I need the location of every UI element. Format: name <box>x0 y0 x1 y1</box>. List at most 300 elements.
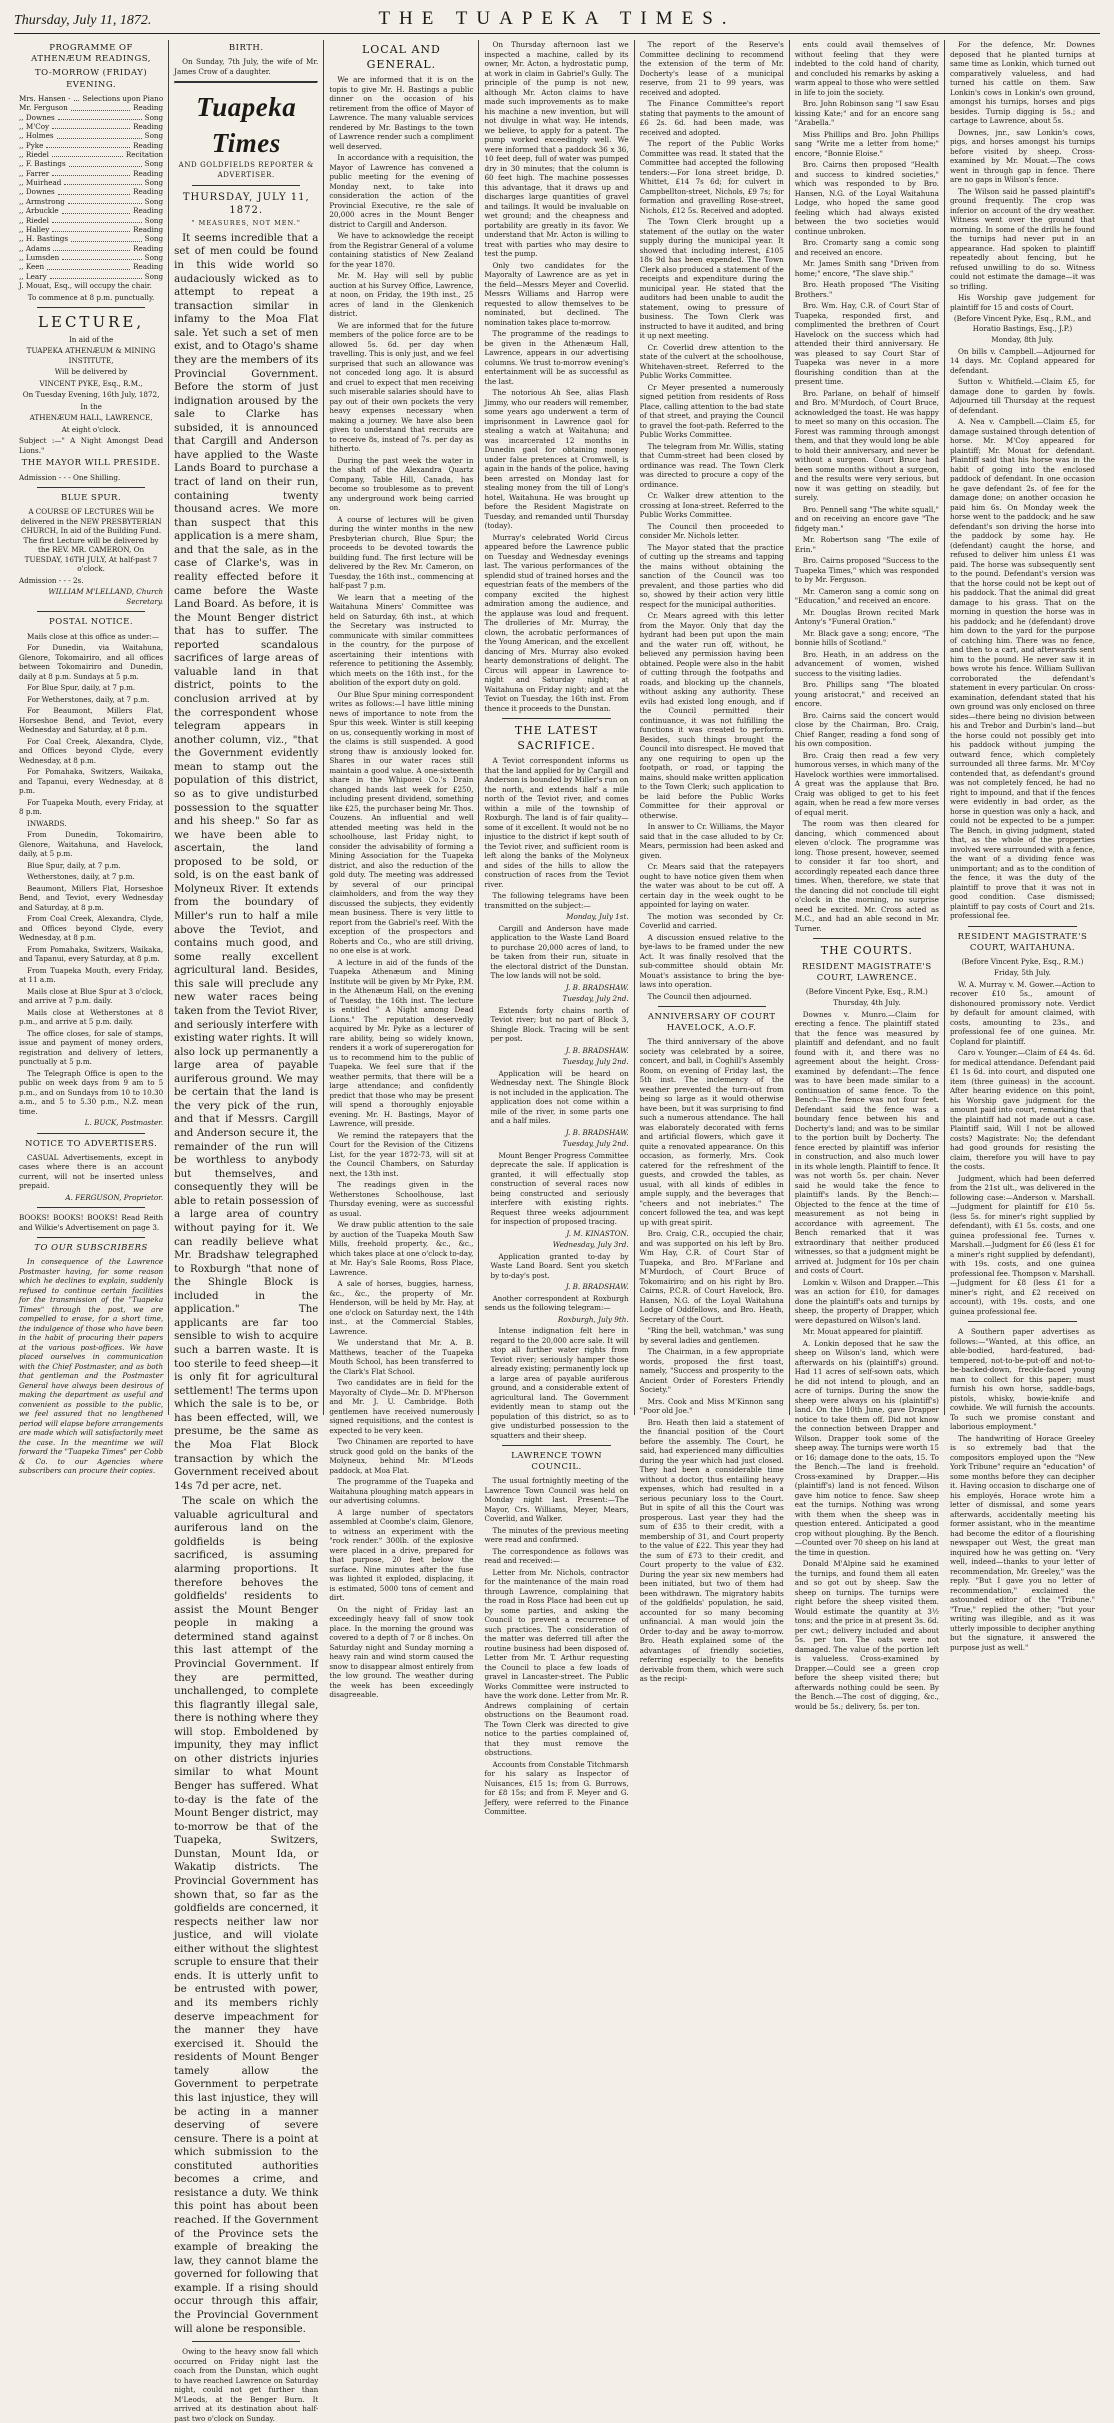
paper-title: THE TUAPEKA TIMES. <box>378 8 736 29</box>
court-case: Judgment, which had been deferred from the 21st ult., was delivered in the following case:—Anderson v. Marshall.—Judgment for plaintiff for £10 5s. (less 5s. for miner's right supplied by defendant), with £1 5s. costs, and one guinea professional fee. Turnes v. Marshall.—Judgment for £6 (less £1 for a miner's right supplied by defendant), with 19s. costs, and one guinea professional fee. Thompson v. Marshall.—Judgment for £8 (less £1 for a miner's right, and £2 received on account), with 19s. costs, and one guinea professional fee. <box>949 1173 1095 1316</box>
dot-leader <box>52 216 142 223</box>
programme-list <box>19 94 163 281</box>
programme-heading: PROGRAMME OF ATHENÆUM READINGS, <box>31 43 151 65</box>
performance: Song <box>144 196 164 206</box>
sacrifice-paragraph: The following telegrams have been transmitted on the subject:— <box>484 891 629 910</box>
postal-line: For Coal Creek, Alexandra, Clyde, and Offices beyond Clyde, every Wednesday, at 8 p.m. <box>19 736 164 765</box>
anniversary-paragraph: Mr. Black gave a song; encore, "The bonnie hills of Scotland." <box>794 628 939 647</box>
anniversary-paragraph: Bro. Wm. Hay, C.R. of Court Star of Tuapeka, responded first, and complimented the brethren of Court Havelock on the success which had attended their third anniversary. He was pleased to say Court Star of Tuapeka was never in a more flourishing condition than at the present time. <box>794 301 939 386</box>
news-paragraph: The programme of the Tuapeka and Waitahuna ploughing match appears in our advertising columns. <box>329 1477 474 1506</box>
dot-leader <box>53 244 130 251</box>
leader-date: THURSDAY, JULY 11, 1872. <box>182 191 310 217</box>
divider <box>813 938 921 939</box>
council-paragraph: Cr. Coverlid drew attention to the state of the culvert at the schoolhouse, Whitehaven-street. Referred to the Public Works Committee. <box>639 342 784 380</box>
divider <box>192 185 300 186</box>
performer: ,, Pyke <box>19 140 44 150</box>
anniversary-paragraph: Mr. Robertson sang "The exile of Erin." <box>794 535 939 554</box>
lecture-line: At eight o'clock. <box>61 424 121 434</box>
news-paragraph: We are informed that for the future members of the police force are to be allowed 5s. 6d. per day when travelling. This is only just, and we feel surprised that such an allowance was not conceded long ago. It is absurd and cruel to expect that men receiving such miserable salaries should have to pay out of their own pockets the very heavy expenses necessary when making a journey. We have also been given to understand that recruits are to receive 8s, instead of 7s. per day as hitherto. <box>329 320 474 454</box>
lecture-line: TUAPEKA ATHENÆUM & MINING INSTITUTE, <box>26 346 156 365</box>
programme-row <box>19 94 163 103</box>
news-paragraph: A lecture in aid of the funds of the Tuapeka Athenæum and Mining Institute will be given by Mr Pyke, P.M. in the Athenæum Hall, on the evening of Tuesday, the 16th inst. The lecture is entitled " A Night among Dead Lions." The reputation deservedly acquired by Mr. Pyke as a lecturer of rare ability, being so widely known, renders it a work of supererogation for us to recommend him to the public of Tuapeka. We feel sure that if the weather permits, that there will be a large attendance; and confidently predict that those who may be present will spend a thoroughly enjoyable evening. Mr. H. Bastings, Mayor of Lawrence, will preside. <box>329 957 474 1129</box>
anniversary-paragraph: "Ring the bell, watchman," was sung by several ladies and gentlemen. <box>639 1326 784 1345</box>
lecture-line: Will be delivered by <box>54 367 128 377</box>
performance: Reading <box>133 121 164 131</box>
rmc-before: (Before Vincent Pyke, Esq., R.M.) <box>805 986 928 996</box>
anniversary-paragraph: Bro. Cromarty sang a comic song and received an encore. <box>794 238 939 257</box>
performer: Mr. Ferguson <box>19 103 68 113</box>
council-list <box>484 1476 628 1817</box>
programme-row <box>19 262 163 271</box>
anniversary-paragraph: Bro. Pennell sang "The white squall," and on receiving an encore gave "The fidgety man." <box>794 504 939 533</box>
performance: Song <box>144 131 164 141</box>
advert-heading: NOTICE TO ADVERTISERS. <box>24 1138 158 1149</box>
divider <box>502 1445 610 1446</box>
news-paragraph: Murray's celebrated World Circus appeared before the Lawrence public on Tuesday and Wednesday evenings last. The various performances of the splendid stud of trained horses and the equestrian feats of the members of the company excited the highest admiration among the audience, and the applause was loud and frequent. The drolleries of Mr. Murray, the clown, the acrobatic performances of the Young American, and the excellent dancing of Mrs. Murray also evoked hearty demonstrations of delight. The Circus will appear in Lawrence to-night and Saturday night; at Waitahuna on Friday night; and at the Teviot on Tuesday, the 16th inst. From thence it proceeds to the Dunstan. <box>484 532 629 713</box>
dot-leader <box>52 122 130 129</box>
council-paragraph: The Mayor stated that the practice of cutting up the streams and tapping the mains without obtaining the sanction of the Council was too prevalent, and those parties who did so, showed by their action very little respect for the municipal authorities. <box>639 542 784 609</box>
anniversary-paragraph: The Chairman, in a few appropriate words, proposed the first toast, namely, "Success and prosperity to the Ancient Order of Foresters Friendly Society." <box>639 1347 784 1395</box>
council-paragraph: The report of the Reserve's Committee declining to recommend the extension of the term of Mr. Docherty's lease of a municipal reserve, from 21 to 99 years, was received and adopted. <box>639 40 784 97</box>
column-1 <box>14 40 169 1476</box>
dot-leader <box>52 150 123 157</box>
programme-subheading: TO-MORROW (FRIDAY) EVENING. <box>34 68 148 90</box>
council-paragraph: The correspondence as follows was read and received:— <box>484 1546 629 1566</box>
telegram-sig: J. B. BRADSHAW. <box>565 1045 629 1055</box>
court-case: A. Lonkin deposed that he saw the sheep on Wilson's land, which were afterwards on his (plaintiff's) ground. Had 11 acres of self-sown oats, which he did not intend to plough, and an acre of turnips. During the snow the sheep were always on his (plaintiff's) land. On the 10th June, gave Drapper notice to take them off. Did not know the connection between Drapper and Wilson. Drapper took some of the sheep away. The turnips were worth 15 or 16; damage done to the oats, 15. To the Bench.—The land is freehold. Cross-examined by Drapper.—His (plaintiff's) land is not fenced. Wilson gave him notice to fence. Saw sheep eat the turnips. Nothing was wrong with them when the sheep was in question entered. Anticipated a good crop without ploughing. By the Bench.—Counted over 70 sheep on his land at the time in question. <box>794 1338 939 1557</box>
court-case: A. Nea v. Campbell.—Claim £5, for damage sustained through detention of horse. Mr. M'Coy appeared for plaintiff; Mr. Mouat for defendant. Plaintiff said that his horse was in the habit of going into the enclosed paddock of defendant. In one occasion he gave defendant 2s. of fee for the damage done; on another occasion he paid him 6s. On Monday week the horse went to the paddock; and he saw defendant's son driving the horse into the paddock by some hay. He (defendant) caught the horse, and refused to deliver him unless £1 was paid. The horse was subsequently sent to the pound. Defendant's version was that the horse could not be kept out of his paddock. That the animal did great damage to his grass. That on the morning in question the horse was in his paddock; and he (defendant) drove him down to the yard for the purpose of catching him. There was no fence, and then to a cart, and afterwards sent him to the pound. He never saw it in bows wrote his fence. William Sullivan corroborated the defendant's statement in every particular. On cross-examination, defendant stated that his own ground was only enclosed on three sides—there being no division between his and Trebor and Durbin's land—but the horse could not possibly get into his paddock without jumping the outward fence, which completely surrounded all three farms. Mr. M'Coy contended that, as defendant's ground was not completely fenced, he had no right to impound, and that if the fences were evidently in bad order, as the horse in question was only a hack, and could not be expected to be a jumper. The Bench, in giving judgment, stated that, as the whole of the properties involved were surrounded with a fence, the want of a dividing fence was unimportant; and as to the condition of the fence, it was the duty of the plaintiff to prove that it was not in good condition. Case dismissed; plaintiff to pay costs of Court and 21s. professional fee. <box>949 417 1095 920</box>
council-paragraph: Accounts from Constable Titchmarsh for his salary as Inspector of Nuisances, £15 1s; from G. Burrows, for £8 15s; and from F. Meyer and G. Jeffery, were referred to the Finance Committee. <box>484 1759 629 1817</box>
postal-line: For Blue Spur, daily, at 7 p.m. <box>27 683 136 693</box>
divider <box>968 1321 1077 1322</box>
telegram-sig: J. M. KINASTON. <box>566 1228 629 1238</box>
rmc-list <box>795 1010 939 1712</box>
lecture-subject: Subject :—" A Night Amongst Dead Lions." <box>19 436 164 455</box>
performance: Selections upon Piano <box>82 93 164 103</box>
lecture-line: On Tuesday Evening, 16th July, 1872, <box>22 390 160 400</box>
council-paragraph: Cr. Walker drew attention to the crossing at Iona-street. Referred to the Public Works Committee. <box>639 491 784 519</box>
council-paragraph: Letter from Mr. Nichols, contractor for the maintenance of the main road through Lawrence, complaining that the road in Ross Place had been cut up by some parties, and asking the Council to prevent a recurrence of such practices. The consideration of the matter was deferred till after the routine business had been disposed of. Letter from Mr. T. Arthur requesting the Council to place a few loads of gravel in Lancaster-street. The Public Works Committee were instructed to have the work done. Letter from Mr. R. Andrews complaining of certain obstructions on the Beaumont road. The Town Clerk was directed to give notice to the parties complained of, that they must remove the obstructions. <box>484 1567 629 1758</box>
divider <box>502 718 610 719</box>
court-case: The Wilson said he passed plaintiff's ground frequently. The crop was inferior on account of the dry weather. Witness went over the ground that morning. In some of the drills he found the turnips had never put in an appearance. Had spoken to plaintiff repeatedly about fencing, but he refused unwilling to do so. Witness could not estimate the damage—it was so trifling. <box>949 186 1095 291</box>
dot-leader <box>57 131 142 138</box>
court-case: Donald M'Alpine said he examined the turnips, and found them all eaten and so got out by sheep. Saw the sheep on turnips. The turnips were right before the sheep visited them. Would estimate the quantity at 3½ tons; and the price in at present 3s. 6d. per cwt.; delivery included and about 5s. per ton. The oats were not damaged. The value of the portion left is valueless. Cross-examined by Drapper.—Could see a green crop before the sheep visited there; but afterwards nothing could be seen. By the Bench.—The cost of digging, &c., would be 5s.; delivery, 5s. per ton. <box>794 1559 939 1711</box>
sacrifice-list <box>484 756 628 910</box>
waitahuna-before: (Before Vincent Pyke, Esq., R.M.) <box>961 956 1084 966</box>
programme-row <box>19 159 163 168</box>
postal-line: Mails close at this office as under:— <box>27 631 160 641</box>
dot-leader <box>71 103 130 110</box>
news-paragraph: A large number of spectators assembled at Coombe's claim, Glenore, to witness an experiment with the "rock render." 300lb. of the explosive were placed in a drive, prepared for that purpose, 20 feet below the surface. Nine minutes after the fuse was lighted it exploded, displacing, it is estimated, 5000 tons of cement and dirt. <box>329 1507 474 1603</box>
lecture-heading: LECTURE, <box>38 313 145 332</box>
news-paragraph: The programme of the readings to be given in the Athenæum Hall, Lawrence, appears in our advertising columns. We trust to-morrow evening's entertainment will be as successful as the last. <box>484 329 629 386</box>
postal-line: INWARDS. <box>27 818 67 828</box>
anniversary-paragraph: Mrs. Cook and Miss M'Kinnon sang "Poor old Joe." <box>639 1396 784 1416</box>
anniversary-list <box>640 1037 784 1684</box>
court-case: Caro v. Younger.—Claim of £4 4s. 6d. for medical attendance. Defendant paid £1 1s 6d. into court, and disputed one item (three guineas) in the account. After hearing evidence on this point, his Worship gave judgment for the amount paid into court, remarking that the plaintiff had not made out a case. Plaintiff said, Will I not be allowed costs? Magistrate: No; the defendant had good grounds for resisting the claim, therefore you will have to pay the costs. <box>949 1048 1095 1172</box>
performance: Recitation <box>125 150 164 160</box>
programme-row <box>19 187 163 196</box>
telegram-sig: J. B. BRADSHAW. <box>565 982 629 992</box>
postal-line: From Pomahaka, Switzers, Waikaka, and Tapanui, every Saturday, at 8 p.m. <box>19 944 164 964</box>
dot-leader <box>64 178 141 185</box>
lecture-admission: Admission - - - One Shilling. <box>19 472 121 482</box>
telegram-date: Monday, July 1st. <box>566 912 629 922</box>
telegram-date: Wednesday, July 3rd. <box>552 1240 629 1250</box>
anniversary-paragraph: Bro. Heath then laid a statement of the financial position of the Court before the assembly. The Court, he said, had experienced many difficulties during the year which had just closed. They had been a considerable time without a doctor, thus entailing heavy expenses, which had resulted in a serious pecuniary loss to the Court. But in spite of all this the Court was prosperous. Last year they had the sum of £35 to their credit, with a membership of 31, and Court property to the value of £22. This year they had the sum of £73 to their credit, and Court property to the value of £32. During the year six new members had been initiated, but two of them had been withdrawn. The migratory habits of the goldfields' population, he said, accounted for so many becoming unfinancial. A man would join the Order to-day and be away to-morrow. Bro. Heath explained some of the advantages of friendly societies, referring especially to the benefits derivable from them, which were such as the recipi- <box>639 1417 784 1684</box>
programme-row <box>19 253 163 262</box>
column-4 <box>479 40 634 1817</box>
course-admission: Admission - - - 2s. <box>19 575 84 585</box>
news-paragraph: Two Chinamen are reported to have struck good gold on the banks of the Molyneux, behind Mr. M'Leods paddock, at Moa Flat. <box>329 1437 474 1475</box>
masthead <box>14 8 1100 34</box>
columns <box>14 40 1100 2423</box>
advert-signature: A. FERGUSON, Proprietor. <box>65 1192 164 1202</box>
leader-paragraph: It seems incredible that a set of men could be found in this wide world so audaciously wicked as to attempt to repeat a transaction similar in infamy to the Moa Flat sale. Yet such a set of men exist, and to Otago's shame they are the members of its Provincial Government. Before the storm of just indignation aroused by the sale to Clarke has subsided, it is announced that Cargill and Anderson have applied to the Waste Lands Board to purchase a tract of land on their run, containing twenty thousand acres. We more than suspect that this application is a mere sham, and that the sale, as in the case of Clarke's, was in reality effected before it came before the Waste Land Board. As before, it is the Mount Benger district that has to suffer. The reported scandalous sacrifices of large areas of valuable land in that district, points to the conclusion arrived at by the correspondent whose telegram appears in another column, viz., "that the Government evidently mean to stamp out the population of this district, so as to give undisturbed possession to the squatter and his sheep." So far as we have been able to ascertain, the land proposed to be sold, or sold, is on the east bank of Molyneux River. It extends from the boundary of Miller's run to half a mile above the Teviot, and contains much good, and some really excellent agricultural land. Besides, this sale will preclude any new water races being taken from the Teviot River, and seriously interfere with existing water rights. It will also lock up permanently a large area of payable auriferous ground. We may be certain that the land is the very pick of the run, and that if Messrs. Cargill and Anderson secure it, the remainder of the run will be worthless to anybody but themselves, and consequently they will be able to retain possession of a large area of country without paying for it. We can readily believe what Mr. Bradshaw telegraphed to Roxburgh "that none of the Shingle Block is included in the application." The applicants are far too sensible to wish to acquire such a barren waste. It is too sterile to feed sheep—it is only fit for agricultural settlement! The terms upon which the sale is to be, or has been effected, will, we presume, be the same as the Moa Flat Block transaction by which the Government received about 14s 7d per acre, net. <box>174 232 319 1492</box>
court-case: On bills v. Campbell.—Adjourned for 14 days. Mr. Copland appeared for defendant. <box>949 346 1095 375</box>
miscellany-paragraph: A Southern paper advertises as follows:—"Wanted, at this office, an able-bodied, hard-featured, bad-tempered, not-to-be-put-off and not-to-be-backed-down, freckle-faced young man to collect for this paper; must furnish his own horse, saddle-bags, pistols, whisky, bowie-knife and cowhide. We will furnish the accounts. To such we promise constant and laborious employment." <box>949 1327 1095 1432</box>
news-paragraph: We remind the ratepayers that the Court for the Revision of the Citizens List, for the year 1872-73, will sit at the Council Chambers, on Saturday next, the 13th inst. <box>329 1130 474 1178</box>
programme-row <box>19 103 163 112</box>
programme-row <box>19 150 163 159</box>
anniversary-paragraph: Mr. Douglas Brown recited Mark Antony's "Funeral Oration." <box>794 607 939 626</box>
waitahuna-list <box>950 980 1095 1317</box>
news-list <box>484 40 628 713</box>
postal-line: For Dunedin, via Waitahuna, Glenore, Tokomairiro, and all offices between Tokomairiro and Dunedin, daily at 8 p.m. Sundays at 5 p.m. <box>19 643 164 681</box>
court-list-2 <box>950 347 1095 921</box>
subplate: AND GOLDFIELDS REPORTER & ADVERTISER. <box>178 161 314 179</box>
programme-row <box>19 225 163 234</box>
performer: ,, Farrer <box>19 168 50 178</box>
roxburgh-intro: Another correspondent at Roxburgh sends us the following telegram:— <box>484 1293 629 1313</box>
postal-line: Mails close at Wetherstones at 8 p.m., and arrive at 5 p.m. daily. <box>19 1007 164 1027</box>
postal-line: Mails close at Blue Spur at 3 o'clock, and arrive at 7 p.m. daily. <box>19 986 164 1006</box>
performer: ,, H. Bastings <box>19 234 69 244</box>
performer: ,, Adams <box>19 243 51 253</box>
court-case: Downes v. Munro.—Claim for erecting a fence. The plaintiff stated that the fence was measured by plaintiff and defendant, and no fault found with it, and there was no agreement about the height. Cross-examined by defendant:—The fence was to have been made similar to a continuation of same fence. To the Bench:—The fence was not four feet. Defendant said the fence was a boundary fence between his and Docherty's land; and was to be similar to the portion built by Docherty. The fence erected by plaintiff was inferior in construction, and also much lower in its whole length. Plaintiff to fence. It was not worth 5s. per chain. Never said he would take the fence to plaintiff's lands. By the Bench:—Objected to the fence at the time of measurement as not being in accordance with agreement. The Bench remarked that it was extraordinary that neither produced witnesses, so that a judgment might be arrived at. Judgment for 10s per chain and costs of Court. <box>794 1009 939 1276</box>
sacrifice-paragraph: A Teviot correspondent informs us that the land applied for by Cargill and Anderson is bounded by Miller's run on the north, and extends half a mile north of the Teviot river, and comes within a mile of the township of Roxburgh. The land is of fair quality—some of it excellent. It would not be no injustice to the district if kept south of the Teviot river, and sufficient room is left along the banks of the Molyneux and sides of the hills to allow the construction of races from the Teviot river. <box>484 756 629 889</box>
performance: Song <box>144 178 164 188</box>
performer: ,, Keen <box>19 262 45 272</box>
telegram-body: Application granted to-day by Waste Land Board. Sent you sketch by to-day's post. <box>490 1251 629 1280</box>
postal-line: For Wetherstones, daily, at 7 p.m. <box>27 694 150 704</box>
divider <box>37 1133 145 1134</box>
roxburgh-date: Roxburgh, July 9th. <box>557 1314 629 1324</box>
lecture-line: VINCENT PYKE, Esq., R.M., <box>39 378 143 388</box>
dot-leader <box>58 113 142 120</box>
performer: ,, M'Coy <box>19 121 50 131</box>
postal-heading: POSTAL NOTICE. <box>49 617 134 628</box>
dot-leader <box>74 94 80 101</box>
performer: ,, Downes <box>19 187 55 197</box>
court-case: His Worship gave judgement for plaintiff for 15 and costs of Court. <box>949 293 1095 312</box>
performer: ,, Halley <box>19 224 50 234</box>
closing-text: Owing to the heavy snow fall which occurred on Friday night last the coach from the Dunstan, which ought to have reached Lawrence on Saturday night, could not get further than M'Leods, at the Benger Burn. It arrived at its destination about half-past two o'clock on Sunday. <box>174 2347 319 2423</box>
bluespur-heading: BLUE SPUR. <box>61 493 122 504</box>
telegram-body: Application will be heard on Wednesday next. The Shingle Block is not included in the application. The application does not come within a mile of the river, in some parts one and a half miles. <box>490 1068 629 1126</box>
books-text: BOOKS! BOOKS! BOOKS! Read Reith and Wilkie's Advertisement on page 3. <box>19 1213 164 1232</box>
council-paragraph: Cr. Mears said that the ratepayers ought to have notice given them when the water was about to be cut off. A certain day in the week ought to be appointed for laying on water. <box>639 862 784 909</box>
telegram-sig: J. B. BRADSHAW. <box>565 1127 629 1137</box>
performance: Reading <box>133 140 164 150</box>
divider <box>37 611 145 612</box>
programme-row <box>19 234 163 243</box>
advert-text: CASUAL Advertisements, except in cases where there is an account current, will not be inserted unless prepaid. <box>19 1152 164 1191</box>
performer: ,, Downes <box>19 112 55 122</box>
performance: Reading <box>133 243 164 253</box>
divider <box>658 1006 766 1007</box>
postal-line: From Tuapeka Mouth, every Friday, at 11 a.m. <box>19 965 164 985</box>
divider <box>192 2341 300 2342</box>
anniversary-paragraph: Bro. Heath, in an address on the advancement of women, wished success to the visiting ladies. <box>794 649 939 678</box>
postal-line: Wetherstones, daily, at 7 p.m. <box>27 872 135 882</box>
court-case: For the defence, Mr. Downes deposed that he planted turnips at same time as Lonkin, which turned out comparatively valueless, and had turned his cattle on them. Saw Lonkin's cows in Lonkin's own ground, amongst his turnips, horses and pigs besides. Turnip digging is 5s.; and cartage to Lawrence, about 5s. <box>949 40 1095 125</box>
anniversary-paragraph: Bro. Cairns proposed "Success to the Tuapeka Times," which was responded to by Mr. Ferguson. <box>794 556 939 584</box>
dot-leader <box>50 272 142 279</box>
subscribers-text: In consequence of the Lawrence Postmaster having, for some reason which he declines to explain, suddenly refused to continue certain facilities for the transmission of the "Tuapeka Times" through the post, we are compelled to erase, for a short time, the indulgence of those who have been in the habit of procuring their papers at the various post-offices. We have placed ourselves in communication with the Chief Postmaster, and as both that gentleman and the Postmaster General have always been desirous of making the department as useful and convenient as possible to the public, we feel assured that no lengthened period will elapse before arrangements are made which will satisfactorily meet the case. In the meantime we will forward the "Tuapeka Times" per Cobb & Co. to our Agencies where subscribers can procure their copies. <box>19 1257 164 1476</box>
postal-line: For Beaumont, Millers Flat, Horseshoe Bend, and Teviot, every Wednesday and Saturday, at 8 p.m. <box>19 706 164 735</box>
council-paragraph: A discussion ensued relative to the bye-laws to be framed under the new Act. It was finally resolved that the sub-committee should obtain Mr. Mouat's assistance to bring the bye-laws into operation. <box>639 932 784 989</box>
performer: Mrs. Hansen - <box>19 93 71 103</box>
performance: Song <box>144 159 164 169</box>
performance: Song <box>144 271 164 281</box>
performance: Reading <box>133 224 164 234</box>
performer: ,, Arbuckle <box>19 206 59 216</box>
dot-leader <box>58 187 130 194</box>
news-paragraph: Only two candidates for the Mayoralty of Lawrence are as yet in the field—Messrs Meyer and Coverlid. Messrs Williams and Harrop were requested to allow themselves to be nominated, but declined. The nomination takes place to-morrow. <box>484 260 629 327</box>
postal-line: From Dunedin, Tokomairiro, Glenore, Waitahuna, and Havelock, daily, at 5 p.m. <box>19 830 164 859</box>
waitahuna-heading: RESIDENT MAGISTRATE'S COURT, WAITAHUNA. <box>957 931 1088 953</box>
court-case: Downes, jnr., saw Lonkin's cows, pigs, and horses amongst his turnips before visited by sheep. Cross-examined by Mr. Mouat.—The cows went in through gap in fence. There are no gaps in Wilson's fence. <box>949 127 1095 184</box>
council-paragraph: The Council then proceeded to consider Mr. Nichols letter. <box>639 521 784 540</box>
rmc-date: Thursday, 4th July. <box>833 998 901 1008</box>
programme-row <box>19 206 163 215</box>
anniversary-paragraph: Miss Phillips and Bro. John Phillips sang "Write me a letter from home;" encore, "Bonnie Eloise." <box>794 129 939 158</box>
performance: Reading <box>133 206 164 216</box>
anniversary-paragraph: ents could avail themselves of without feeling that they were indebted to the cold hand of charity, and concluded his remarks by asking a warm appeal to those who were settled in life to join the society. <box>794 40 939 97</box>
programme-row <box>19 122 163 131</box>
performer: ,, Armstrong <box>19 196 65 206</box>
news-paragraph: The readings given in the Wetherstones Schoolhouse, last Thursday evening, were as successful as usual. <box>329 1180 474 1218</box>
dot-leader <box>68 197 142 204</box>
divider <box>37 1207 145 1208</box>
roxburgh-body: Intense indignation felt here in regard to the 20,000 acre sale. It will stop all further water rights from Teviot river; seriously hamper those already existing; permanently lock up a large area of payable auriferous ground, and a considerable extent of agricultural land. The Government evidently mean to stamp out the population of this district, so as to give undisturbed possession to the squatters and their sheep. <box>490 1326 629 1440</box>
anniversary-paragraph: Bro. Craig then read a few very humorous verses, in which many of the Havelock worthies were immortalised. A great was the applause that Bro. Craig was obliged to get to his feet again, when he read a few more verses of equal merit. <box>794 750 939 817</box>
courts-continued <box>950 40 1095 312</box>
column-2 <box>169 40 324 2423</box>
news-paragraph: A sale of horses, buggies, harness, &c., &c., the property of Mr. Henderson, will be held by Mr. Hay, at one o'clock on Saturday next, the 14th inst., at the Commercial Stables, Lawrence. <box>329 1279 474 1336</box>
postal-line: The Telegraph Office is open to the public on week days from 9 am to 5 p.m., and on Sundays from 10 to 10.30 a.m., and 5 to 5.30 p.m., N.Z. mean time. <box>19 1068 164 1116</box>
lecture-line: In aid of the <box>68 334 114 344</box>
council-paragraph: In answer to Cr. Williams, the Mayor said that in the case alluded to by Cr. Mears, permission had been asked and given. <box>639 822 784 860</box>
column-3 <box>324 40 479 1700</box>
divider <box>174 81 318 84</box>
sacrifice-heading: THE LATEST SACRIFICE. <box>514 724 599 752</box>
council-paragraph: Cr Meyer presented a numerously signed petition from residents of Ross Place, calling attention to the bad state of that street, and praying the Council to gravel the foot-path. Referred to the Public Works Committee. <box>639 382 784 439</box>
news-paragraph: Two candidates are in field for the Mayoralty of Clyde—Mr. D. M'Pherson and Mr. J. U. Cambridge. Both gentlemen have received numerously signed requisitions, and the contest is expected to be very keen. <box>329 1378 474 1435</box>
anniversary-paragraph: Mr. Cameron sang a comic song on "Education," and received an encore. <box>794 586 939 605</box>
lecture-lines <box>19 335 163 435</box>
lecture-mayor: THE MAYOR WILL PRESIDE. <box>21 458 161 469</box>
postal-line: From Coal Creek, Alexandra, Clyde, and Offices beyond Clyde, every Wednesday, at 8 p.m. <box>19 914 164 943</box>
programme-time: To commence at 8 p.m. punctually. <box>27 292 155 302</box>
divider <box>968 926 1077 927</box>
anniversary-paragraph: Bro. Craig, C.R., occupied the chair, and was supported on his left by Bro. Wm Hay, C.R. of Court Star of Tuapeka, and Bro. M'Farlane and M'Murdoch, of Court Bruce of Tokomairiro; and on his right by Bro. Cairns, P.C.R. of Court Havelock, Bro. Hansen, N.G. of the Loyal Waitahuna Lodge of Oddfellows, and Bro. Heath, Secretary of the Court. <box>639 1229 784 1324</box>
motto: " MEASURES, NOT MEN." <box>191 219 301 228</box>
court-case: Lomkin v. Wilson and Drapper.—This was an action for £10, for damages done the plaintiff's oats and turnips by sheep, the property of Drapper, which were depastured on Wilson's land. <box>794 1277 939 1325</box>
performance: Song <box>144 112 164 122</box>
divider <box>37 307 145 308</box>
dot-leader <box>52 225 130 232</box>
dot-leader <box>62 206 130 213</box>
course-text: A COURSE OF LECTURES Will be delivered in the NEW PRESBYTERIAN CHURCH, In aid of the Building Fund. The first Lecture will be delivered by the REV. MR. CAMERON, On TUESDAY, 16TH JULY, At half-past 7 o'clock. <box>20 507 162 574</box>
programme-row <box>19 131 163 140</box>
performance: Song <box>144 234 164 244</box>
leader-article <box>174 232 318 2336</box>
divider <box>37 1237 145 1238</box>
telegram-date: Tuesday, July 2nd. <box>562 994 629 1004</box>
dot-leader <box>62 253 141 260</box>
anniversary-paragraph: Bro. Cairns then proposed "Health and success to kindred societies," which was responded to by Bro. Hansen, N.G. of the Loyal Waitahuna Lodge, who hoped the same good feeling which had always existed between the two societies would continue unbroken. <box>794 160 939 236</box>
anniversary-paragraph: Mr. James Smith sang "Driven from home;" encore, "The slave ship." <box>794 259 939 278</box>
courts-heading: THE COURTS. <box>820 944 913 957</box>
council-paragraph: Cr. Mears agreed with this letter from the Mayor. Only that day the hydrant had been put upon the main and the water run off, without, he believed any permission having been obtained. People were also in the habit of cutting through the footpaths and roads, and blocking up the channels, without asking any authority. These evils had existed long enough, and if the Council permitted their continuance, it was not fulfilling the functions it was created to perform. Besides, such things brought the Council into disrespect. He moved that any one requiring to open up the footpath, or road, or tapping the mains, should make written application to the Town Clerk; such application to be laid before the Public Works Committee for their approval or otherwise. <box>639 611 784 820</box>
news-paragraph: In accordance with a requisition, the Mayor of Lawrence has convened a public meeting for the evening of Monday next, to take into consideration the action of the Provincial Executive, re the sale of 20,000 acres in the Mount Benger district to Cargill and Anderson. <box>329 153 474 229</box>
anniversary-paragraph: Bro. Parlane, on behalf of himself and Bro. M'Murdoch, of Court Bruce, acknowledged the toast. He was happy to meet so many on this occasion. The Forest was ramming through amongst them, and that they would long be able to hold their anniversary, and never be without a surgeon. Court Bruce had been some months without a surgeon, and the results were very serious, but now it was getting on steadily, but surely. <box>794 388 939 502</box>
postal-list <box>19 632 163 1117</box>
dot-leader <box>47 262 130 269</box>
council-paragraph: The motion was seconded by Cr. Coverlid and carried. <box>639 911 784 930</box>
issue-date: Thursday, July 11, 1872. <box>14 13 152 28</box>
local-general-list <box>329 75 473 1700</box>
telegram-body: Extends forty chains north of Teviot river; but no part of Block 3, Shingle Block. Tracing will be sent per post. <box>490 1005 629 1044</box>
programme-row <box>19 178 163 187</box>
news-paragraph: Our Blue Spur mining correspondent writes as follows:—I have little mining news of importance to note from the Spur this week. Winter is still keeping on us, consequently working in most of the claims is still suspended. A good strong thaw is anxiously looked for. Shares in our water races still maintain a good value. A one-sixteenth share in the Whiporei Co.'s Drain changed hands last week for £250, including present dividend, something like £25, the purchaser being Mr. Thos. Couzens. An influential and well attended meeting was held in the schoolhouse, last Friday night, to consider the advisability of forming a Mining Association for the Tuapeka district, and also the reduction of the gold duty. The meeting was addressed by several of our principal claimholders, and from the way they discussed the subjects, they evidently mean business. There is very little to report from the Gabriel's reef. With the exception of the prospectors and Roberts and Co., who are still driving, no one else is at work. <box>329 689 474 956</box>
news-paragraph: We have to acknowledge the receipt from the Registrar General of a volume containing statistics of New Zealand for the year 1870. <box>329 231 474 269</box>
birth-heading: BIRTH. <box>228 43 264 53</box>
dot-leader <box>71 234 142 241</box>
postal-line: For Tuapeka Mouth, every Friday, at 8 p.m. <box>19 797 164 817</box>
court-case: W. A. Murray v. M. Gower.—Action to recover £10 5s., amount of dishonoured promissory note. Verdict by default for amount claimed, with costs, amounting to 23s., and professional fee of one guinea. Mr. Copland for plaintiff. <box>949 979 1095 1046</box>
column-6 <box>790 40 945 1711</box>
programme-chair: J. Mouat, Esq., will occupy the chair. <box>19 281 152 291</box>
postal-line: For Pomahaka, Switzers, Waikaka, and Tapanui, every Wednesday, at 8 p.m. <box>19 767 164 796</box>
court-case: Mr. Mouat appeared for plaintiff. <box>802 1327 923 1337</box>
news-paragraph: We draw public attention to the sale by auction of the Tuapeka Mouth Saw Mills, freehold property, &c., &c., which takes place at one o'clock to-day, at Mr. Hay's Sale Rooms, Ross Place, Lawrence. <box>329 1220 474 1277</box>
council-paragraph: The minutes of the previous meeting were read and confirmed. <box>484 1525 629 1545</box>
court-before-2: (Before Vincent Pyke, Esq., R.M., and Horatio Bastings, Esq., J.P.) <box>953 314 1092 333</box>
anniversary-continued <box>795 40 939 933</box>
news-paragraph: We learn that a meeting of the Waitahuna Miners' Committee was held on Saturday, 6th inst., at which the Secretary was instructed to communicate with similar committees in the country, for the purpose of ascertaining their intentions with reference to petitioning the Assembly, which meets on the 16th inst., for the abolition of the export duty on gold. <box>329 592 474 688</box>
council-paragraph: The Finance Committee's report stating that payments to the amount of £6 2s. 6d. had been made, was received and adopted. <box>639 99 784 137</box>
anniversary-paragraph: The third anniversary of the above society was celebrated by a soiree, concert, and ball, in Coghill's Assembly Room, on evening of Friday last, the 5th inst. The inclemency of the weather prevented the turn-out from being so large as it would otherwise have been, but it was surprising to find such a numerous attendance. The hall was elaborately decorated with ferns and artificial flowers, which gave it quite a renovated appearance. On this occasion, as formerly, Mrs. Cook catered for the refreshment of the guests, and crowded the tables, as usual, with all kinds of edibles in ample supply, and the beverages that "cheers and not inebriates." The concert followed the tea, and was kept up with great spirit. <box>639 1037 784 1227</box>
performer: ,, Leary <box>19 271 47 281</box>
news-paragraph: On Thursday afternoon last we inspected a machine, called by its owner, Mr. Acton, a hydrostatic pump, at work in claim in Gabriel's Gully. The principle of the pump is not new, although Mr. Acton claims to have made such improvements as to make his machine a new invention, but will not divulge in what way. He intends, we believe, to apply for a patent. The pump worked exceedingly well. We were informed that a paddock 36 x 36, 10 feet deep, full of water was pumped dry in 30 minutes; that the column is 60 feet high. The machine possesses this advantage, that it draws up and discharges large quantities of gravel and tailings. It would be invaluable on wet ground; and the cheapness and portability are greatly in its favor. We understand that Mr. Acton is willing to treat with parties who may desire to test the pump. <box>484 40 629 258</box>
news-paragraph: On the night of Friday last an exceedingly heavy fall of snow took place. In the morning the ground was covered to a depth of 7 or 8 inches. On Saturday night and Sunday morning a heavy rain and wind storm caused the snow to disappear almost entirely from the low ground. The weather during the week has been exceedingly disagreeable. <box>329 1604 474 1700</box>
anniversary-paragraph: Bro. John Robinson sang "I saw Esau kissing Kate;" and for an encore sang "Arabella." <box>794 99 939 127</box>
telegram-body: Mount Benger Progress Committee deprecate the sale. If application is granted, it will effectually stop construction of several races now being constructed and seriously interfere with existing rights. Request three weeks adjournment for inspection of proposed tracing. <box>490 1150 629 1227</box>
anniversary-paragraph: The room was then cleared for dancing, which commenced about eleven o'clock. The programme was long. Those present, however, seemed to consider it far too short, and accordingly repeated each dance three times. When, therefore, we state that the dancing did not conclude till eight o'clock in the morning, no surprise need be excited. Mr. Cross acted as M.C., and had an able second in Mr. Turner. <box>794 819 939 933</box>
performer: ,, Riedel <box>19 150 49 160</box>
miscellany-paragraph: The handwriting of Horace Greeley is so extremely bad that the compositors employed upon the "New York Tribune" require an "education" of some months before they can decipher it. Having occasion to discharge one of his employés, Horace wrote him a letter of dismissal, and some years afterwards, accidentally meeting his former assistant, who in the meantime had become the editor of a flourishing newspaper out West, the great man inquired how he was getting on. "Very well, indeed—thanks to your letter of recommendation, Mr. Greeley," was the reply. "But I gave you no letter of recommendation," exclaimed the astounded editor of the "Tribune." "True," replied the other; "but your writing was illegible, and as it was utterly impossible to decipher anything but the signature, it answered the purpose just as well." <box>949 1433 1095 1652</box>
council-paragraph: The usual fortnightly meeting of the Lawrence Town Council was held on Monday night last. Present:—The Mayor, Crs. Williams, Meyer, Mears, Coverlid, and Walker. <box>484 1476 629 1524</box>
news-paragraph: A course of lectures will be given during the winter months in the new Presbyterian church, Blue Spur; the proceeds to be devoted towards the building fund. The first lecture will be delivered by the Rev. Mr. Cameron, on Tuesday, the 16th inst., commencing at half-past 7 p.m. <box>329 514 474 591</box>
postal-line: Blue Spur, daily, at 7 p.m. <box>27 860 121 870</box>
telegram-sig: J. B. BRADSHAW. <box>565 1282 629 1292</box>
dot-leader <box>69 159 142 166</box>
waitahuna-date: Friday, 5th July. <box>994 968 1051 978</box>
court-date-2: Monday, 8th July. <box>991 335 1054 344</box>
news-paragraph: During the past week the water in the shaft of the Alexandra Quartz Company, Table Hill, Canada, has become so troublesome as to prevent any underground work being carried on. <box>329 455 474 513</box>
column-5 <box>635 40 790 1684</box>
council-paragraph: The Council then adjourned. <box>647 991 752 1001</box>
programme-row <box>19 197 163 206</box>
performer: ,, Riedel <box>19 215 49 225</box>
performer: ,, F. Bastings <box>19 159 66 169</box>
leader-paragraph: The scale on which the valuable agricultural and auriferous land on the goldfields is being sacrificed, is assuming alarming proportions. It therefore behoves the goldfields' residents to assist the Mount Benger people in making a determined stand against this last attempt of the Provincial Government. If they are permitted, unchallenged, to complete this flagrantly illegal sale, there is nothing where they will stop. Emboldened by impunity, they may inflict on other districts injuries similar to what Mount Benger has suffered. What to-day is the fate of the Mount Benger district, may to-morrow be that of the Tuapeka, Switzers, Dunstan, Mount Ida, or Wakatip districts. The Provincial Government has shown that, so far as the goldfields are concerned, it respects neither law nor justice, and will violate either without the slightest scruple to ensure that their ends. It is utterly unfit to be entrusted with power, and its members richly deserve impeachment for the manner they have exercised it. Should the residents of Mount Benger tamely allow the Government to perpetrate this last injustice, they will be acting in a manner deserving of severe censure. There is a point at which submission to the constituted authorities becomes a crime, and resistance a duty. We think this point has about been reached. If the Government of the Province sets the example of breaking the law, they cannot blame the governed for following that example. If a rising should occur through this affair, the Provincial Government will alone be responsible. <box>174 1496 319 2335</box>
rmc-heading: RESIDENT MAGISTRATE'S COURT, LAWRENCE. <box>802 961 932 983</box>
council-paragraph: The telegram from Mr. Willis, stating that Cumm-street had been closed by ordinance was read. The Town Clerk was directed to procure a copy of the ordinance. <box>639 441 784 489</box>
column-7 <box>945 40 1100 1652</box>
dot-leader <box>52 169 130 176</box>
performance: Reading <box>133 187 164 197</box>
performance: Song <box>144 215 164 225</box>
telegram-date: Tuesday, July 2nd. <box>562 1139 629 1149</box>
course-signature: WILLIAM M'LELLAND, Church Secretary. <box>48 587 164 606</box>
postal-signature: L. BUCK, Postmaster. <box>84 1118 164 1128</box>
telegram-body: Cargill and Anderson have made application to the Waste Land Board to purchase 20,000 acres of land, to be taken from their run, situate in the electoral district of the Dunstan. The low lands will not be sold. <box>490 923 629 981</box>
performer: ,, Muirhead <box>19 178 62 188</box>
lecture-line: ATHENÆUM HALL, LAWRENCE, <box>29 413 153 423</box>
performer: ,, Lumsden <box>19 252 60 262</box>
news-paragraph: We are informed that it is on the topis to give Mr. H. Bastings a public dinner on the occasion of his retirement from the office of Mayor of Lawrence. The many valuable services rendered by Mr. Bastings to the town of Lawrence render such a compliment well deserved. <box>329 75 474 151</box>
local-general-heading: LOCAL AND GENERAL. <box>361 43 441 71</box>
performance: Reading <box>133 262 164 272</box>
council-continued <box>640 40 784 1001</box>
performance: Reading <box>133 103 164 113</box>
postal-line: The office closes, for sale of stamps, issue and payment of money orders, registration and delivery of letters, punctually at 5 p.m. <box>19 1028 164 1067</box>
programme-row <box>19 169 163 178</box>
dot-leader <box>46 141 130 148</box>
anniversary-heading: ANNIVERSARY OF COURT HAVELOCK, A.O.F. <box>647 1012 776 1034</box>
postal-line: Beaumont, Millers Flat, Horseshoe Bend, and Teviot, every Wednesday and Saturday, at 8 p.m. <box>19 883 164 912</box>
council-paragraph: The report of the Public Works Committee was read. It stated that the Committee had accepted the following tenders:—For Iona street bridge, D. Whittet, £14 7s 6d; for culvert in Campbellton-street, Nichols, £9 7s; for formation and gravelling Rose-street, Nichols, £12 5s. Received and adopted. <box>639 139 784 215</box>
telegram-list <box>484 912 628 1292</box>
news-paragraph: We understand that Mr. A. B. Matthews, teacher of the Tuapeka Mouth School, has been transferred to the Clark's Flat School. <box>329 1338 474 1376</box>
anniversary-paragraph: Bro. Cairns said the concert would close by the Chairman, Bro. Craig, Chief Ranger, reading a fond song of his own composition. <box>794 710 939 748</box>
anniversary-paragraph: Bro. Phillips sang "The bloated young aristocrat," and received an encore. <box>794 680 939 708</box>
programme-row <box>19 216 163 225</box>
court-case: Sutton v. Whitfield.—Claim £5, for damage done to garden by fowls. Adjourned till Thursday at the request of defendant. <box>949 377 1095 415</box>
lecture-line: In the <box>80 401 102 411</box>
anniversary-paragraph: Bro. Heath proposed "The Visiting Brothers." <box>794 280 939 299</box>
performer: ,, Holmes <box>19 131 54 141</box>
programme-row <box>19 244 163 253</box>
council-paragraph: The Town Clerk brought up a statement of the outlay on the water supply during the municipal year. It showed that including interest, £105 18s 9d has been expended. The Town Clerk also produced a statement of the receipts and expenditure during the municipal year. He stated that the auditors had been unable to audit the statement, owing to pressure of business. The Town Clerk was instructed to have it audited, and bring it up next meeting. <box>639 217 784 340</box>
nameplate: Tuapeka Times <box>196 92 297 158</box>
performance: Reading <box>133 168 164 178</box>
divider <box>37 487 145 488</box>
birth-text: On Sunday, 7th July, the wife of Mr. James Crow of a daughter. <box>174 57 319 76</box>
miscellany-list <box>950 1327 1095 1652</box>
council-heading: LAWRENCE TOWN COUNCIL. <box>511 1451 603 1473</box>
programme-row <box>19 113 163 122</box>
news-paragraph: Mr. M. Hay will sell by public auction at his Survey Office, Lawrence, at noon, on Friday, the 19th inst., 25 acres of land in the Glenkenich district. <box>329 271 474 319</box>
news-paragraph: The notorious Ah See, alias Flash Jimmy, who our readers will remember, some years ago underwent a term of imprisonment in Lawrence gaol for stealing a watch at Waitahuna; and was incarcerated 12 months in Dunedin gaol for obtaining money under false pretences at Cromwell, is again in the hands of the police, having been arrested on Monday last for stealing money from the till of Long's hotel, Waitahuna. He was brought up before the Resident Magistrate on Tuesday, and remanded until Thursday (today). <box>484 388 629 530</box>
performance: Song <box>144 252 164 262</box>
programme-row <box>19 141 163 150</box>
subscribers-heading: TO OUR SUBSCRIBERS <box>34 1243 148 1254</box>
